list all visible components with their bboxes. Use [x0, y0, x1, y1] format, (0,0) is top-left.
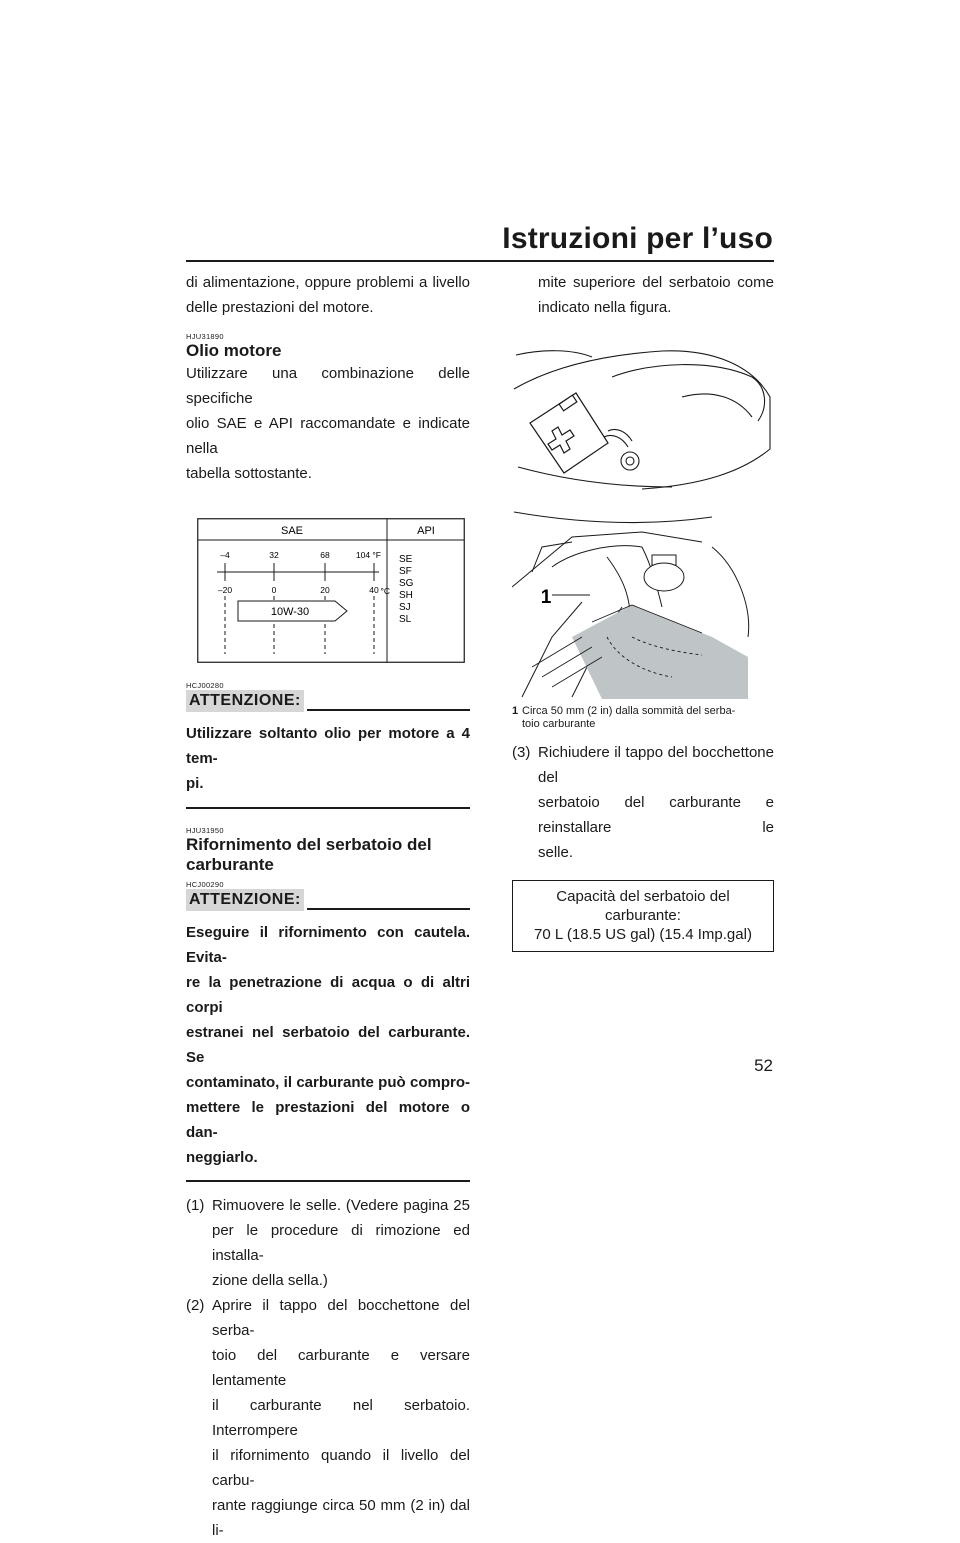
step-line: zione della sella.) — [212, 1272, 328, 1289]
caution-code: HCJ00280 — [186, 681, 224, 690]
api-grade: SH — [399, 590, 413, 601]
step-number: (3) — [512, 744, 531, 761]
fuel-cap-icon — [621, 452, 639, 470]
procedure-step — [186, 1293, 470, 1543]
caption-number: 1 — [512, 705, 519, 717]
caution-line: re la penetrazione di acqua o di altri corpi — [186, 974, 470, 1016]
celsius-tick-label: –20 — [217, 585, 233, 595]
api-grade: SF — [399, 566, 412, 577]
celsius-tick-label: 40 — [369, 585, 379, 595]
oil-heading: Olio motore — [186, 341, 282, 360]
caution-line: contaminato, il carburante può compro- — [186, 1074, 470, 1091]
section-code: HJU31890 — [186, 332, 224, 341]
caution-end-rule — [186, 807, 470, 809]
caution-line: Eseguire il rifornimento con cautela. Evita- — [186, 924, 470, 966]
fuel-can-icon — [530, 393, 632, 473]
continued-line: indicato nella figura. — [538, 299, 672, 316]
caution-line: Utilizzare soltanto olio per motore a 4 tem- — [186, 725, 470, 767]
celsius-unit: °C — [380, 586, 390, 596]
fahrenheit-tick-label: 32 — [269, 550, 279, 560]
step-line: toio del carburante e versare lentamente — [212, 1347, 470, 1389]
caution-line: estranei nel serbatoio del carburante. Se — [186, 1024, 470, 1066]
refueling-illustration — [512, 337, 774, 699]
caution-line: neggiarlo. — [186, 1149, 258, 1166]
oil-line: tabella sottostante. — [186, 465, 312, 482]
step-text — [212, 1293, 470, 1543]
step-line: selle. — [538, 844, 574, 861]
fahrenheit-tick-label: –4 — [220, 550, 230, 560]
step-line: Rimuovere le selle. (Vedere pagina 25 — [212, 1197, 470, 1214]
caption-line: Circa 50 mm (2 in) dalla sommità del serba- — [522, 705, 736, 717]
step-number: (1) — [186, 1197, 205, 1214]
step-line: Aprire il tappo del bocchettone del serba- — [212, 1297, 470, 1339]
caution-text — [186, 721, 470, 796]
fuel-heading-line: Rifornimento del serbatoio del — [186, 835, 432, 854]
oil-paragraph — [186, 361, 470, 486]
caution-end-rule — [186, 1180, 470, 1182]
step-line: per le procedure di rimozione ed installa- — [212, 1222, 470, 1264]
fahrenheit-tick-label: 104 °F — [355, 550, 381, 560]
fuel-heading-line: carburante — [186, 855, 274, 874]
api-label: API — [417, 525, 435, 537]
figure-caption — [512, 705, 774, 731]
celsius-tick-label: 20 — [320, 585, 330, 595]
procedure-step — [512, 740, 774, 865]
caution-text — [186, 920, 470, 1170]
oil-chart-svg — [197, 518, 465, 663]
step-line: serbatoio del carburante e reinstallare le — [538, 794, 774, 836]
section-code: HJU31950 — [186, 826, 224, 835]
step-line: Richiudere il tappo del bocchettone del — [538, 744, 774, 786]
step-text — [212, 1193, 470, 1293]
intro-line: di alimentazione, oppure problemi a livello — [186, 274, 470, 291]
refueling-illustration-svg — [512, 337, 774, 699]
caption-text — [522, 705, 735, 731]
tank-cap-icon — [644, 555, 684, 591]
api-grade: SJ — [399, 602, 411, 613]
spec-line: Capacità del serbatoio del carburante: — [556, 888, 730, 924]
step-line: rante raggiunge circa 50 mm (2 in) dal li- — [212, 1497, 470, 1539]
continued-paragraph — [512, 270, 774, 320]
api-grade: SL — [399, 614, 412, 625]
sae-label: SAE — [280, 525, 304, 537]
caution-rule — [307, 709, 470, 711]
caption-line: toio carburante — [522, 718, 596, 730]
oil-line: olio SAE e API raccomandate e indicate nella — [186, 415, 470, 457]
right-column — [512, 270, 774, 952]
grade-label: 10W-30 — [270, 606, 310, 618]
title-divider — [186, 260, 774, 262]
fuel-heading — [186, 835, 470, 875]
caution-code: HCJ00290 — [186, 880, 224, 889]
caution-rule — [307, 908, 470, 910]
caution-header — [186, 690, 470, 716]
oil-viscosity-chart — [197, 518, 465, 663]
api-grade: SG — [399, 578, 414, 589]
left-column — [186, 270, 470, 1543]
api-grade: SE — [399, 554, 413, 565]
procedure-step — [186, 1193, 470, 1293]
step-number: (2) — [186, 1297, 205, 1314]
page-title: Istruzioni per l’uso — [502, 222, 773, 255]
spec-line: 70 L (18.5 US gal) (15.4 Imp.gal) — [534, 926, 752, 943]
figure-callout-1: 1 — [540, 587, 552, 608]
intro-line: delle prestazioni del motore. — [186, 299, 374, 316]
caution-line: pi. — [186, 775, 204, 792]
oil-line: Utilizzare una combinazione delle specifiche — [186, 365, 470, 407]
fahrenheit-tick-label: 68 — [320, 550, 330, 560]
fuel-capacity-box — [512, 880, 774, 952]
caution-label: ATTENZIONE: — [186, 889, 304, 911]
caution-header — [186, 889, 470, 915]
continued-line: mite superiore del serbatoio come — [538, 274, 774, 291]
step-line: il carburante nel serbatoio. Interrompere — [212, 1397, 470, 1439]
intro-paragraph — [186, 270, 470, 320]
step-line: il rifornimento quando il livello del carbu- — [212, 1447, 470, 1489]
step-text — [538, 740, 774, 865]
caution-line: mettere le prestazioni del motore o dan- — [186, 1099, 470, 1141]
page-number: 52 — [754, 1056, 773, 1075]
celsius-tick-label: 0 — [271, 585, 277, 595]
caution-label: ATTENZIONE: — [186, 690, 304, 712]
